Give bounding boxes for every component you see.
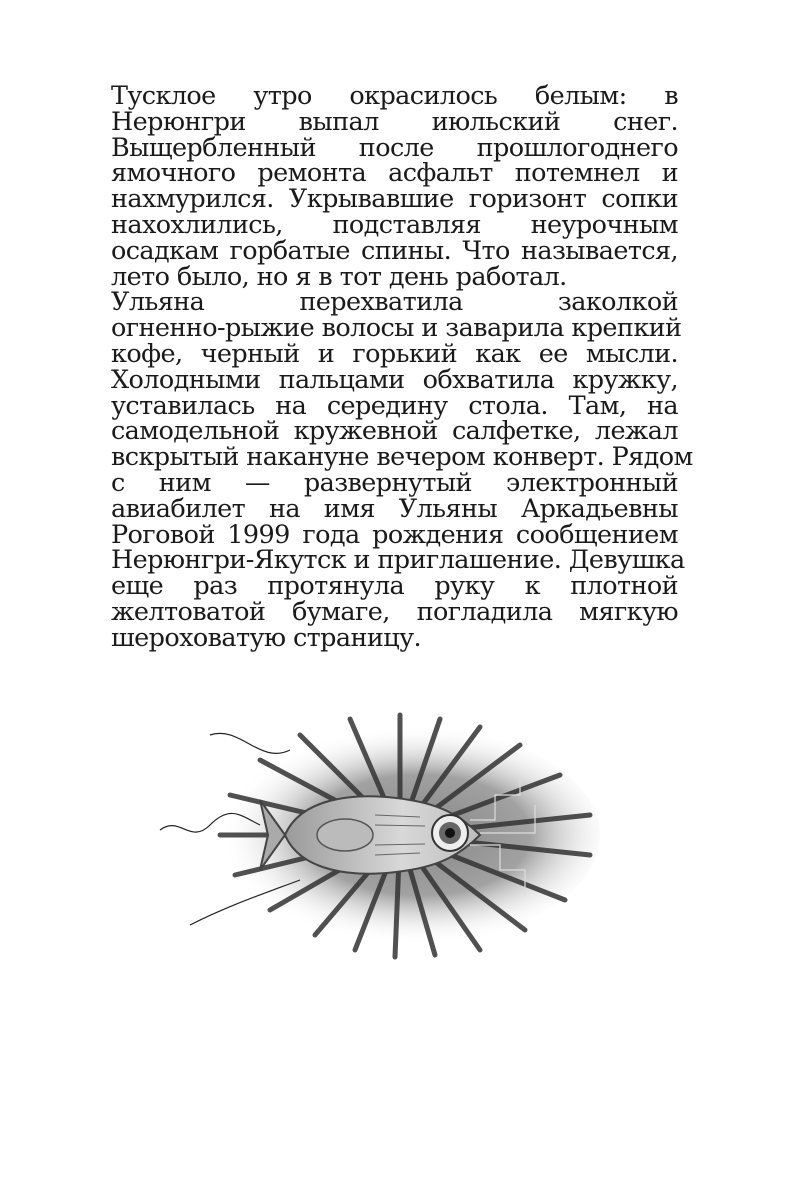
text-line: Тусклое утро окрасилось белым: в [111, 81, 678, 111]
text-line: ямочного ремонта асфальт потемнел и [111, 158, 678, 189]
text-line: Ульяна перехватила заколкой [111, 287, 678, 318]
text-line: кофе, черный и горький как ее мысли. [111, 338, 678, 369]
paragraph-1 [111, 81, 678, 292]
fish-eye-illustration-icon [150, 705, 610, 970]
text-line: нахохлились, подставляя неурочным [111, 209, 678, 240]
text-line: Холодными пальцами обхватила кружку, [111, 364, 678, 395]
text-line: уставилась на середину стола. Там, на [111, 390, 678, 421]
page-text [111, 81, 693, 653]
text-line: с ним — развернутый электронный [111, 467, 678, 498]
text-line: лето было, но я в тот день работал. [111, 261, 567, 292]
text-line: самодельной кружевной салфетке, лежал [111, 416, 678, 447]
text-line: огненно-рыжие волосы и заварила крепкий [111, 313, 682, 344]
text-line: Выщербленный после прошлогоднего [111, 132, 678, 163]
text-line: осадкам горбатые спины. Что называется, [111, 235, 678, 266]
text-line: шероховатую страницу. [111, 622, 421, 653]
text-line: еще раз протянула руку к плотной [111, 571, 678, 602]
text-line: авиабилет на имя Ульяны Аркадьевны [111, 493, 678, 524]
text-line: Нерюнгри выпал июльский снег. [111, 106, 678, 137]
text-line: вскрытый накануне вечером конверт. Рядом [111, 442, 693, 473]
paragraph-2 [111, 287, 693, 653]
text-line: Роговой 1999 года рождения сообщением [111, 519, 678, 550]
text-line: Нерюнгри-Якутск и приглашение. Девушка [111, 545, 685, 576]
text-line: желтоватой бумаге, погладила мягкую [111, 596, 678, 627]
text-line: нахмурился. Укрывавшие горизонт сопки [111, 184, 678, 215]
